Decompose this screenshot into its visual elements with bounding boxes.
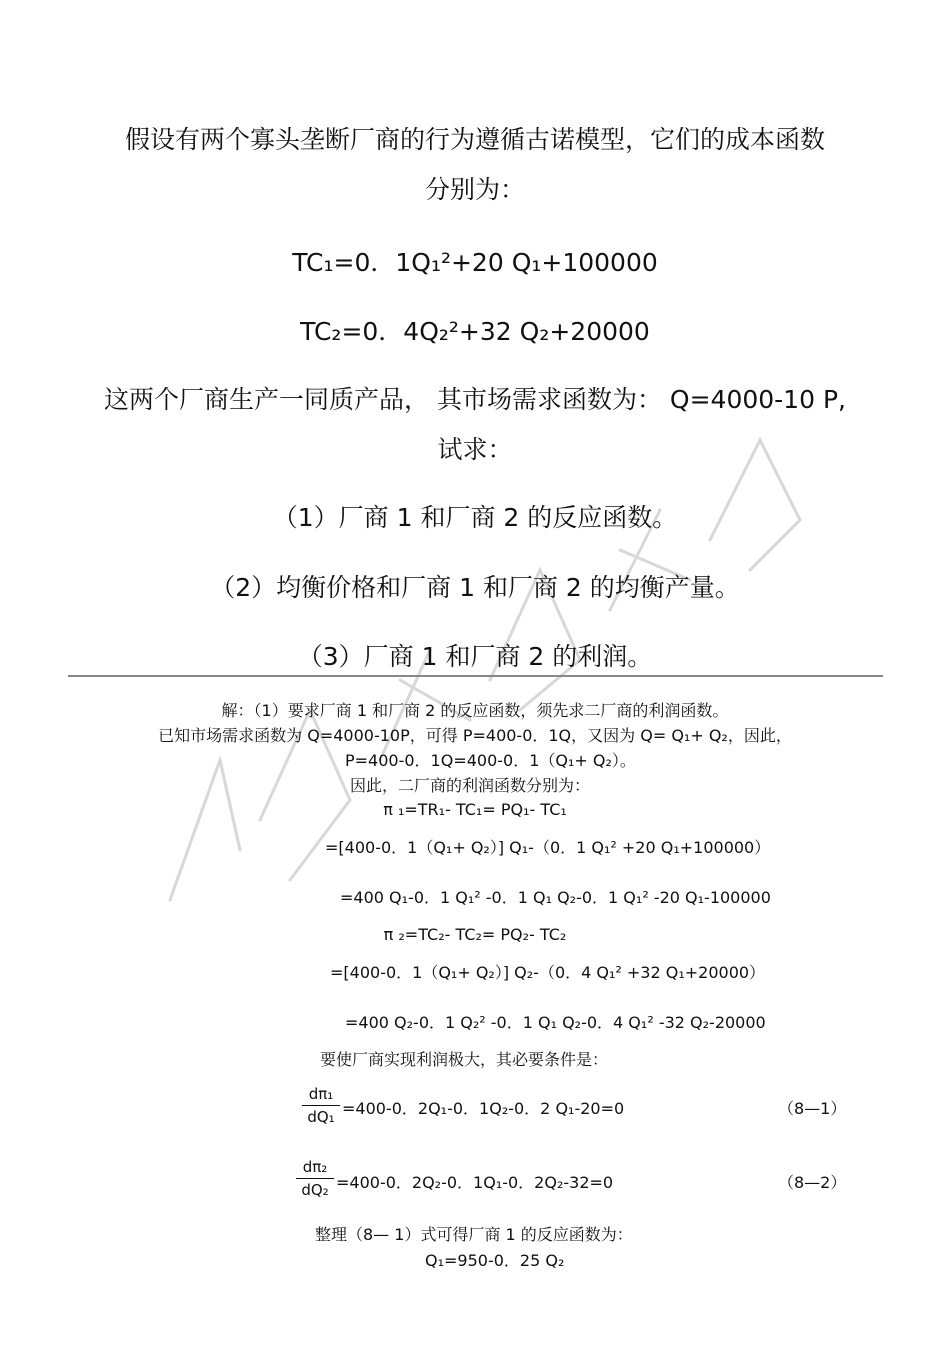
profit-1-def: π ₁=TR₁- TC₁= PQ₁- TC₁ — [383, 800, 567, 819]
solution-line-1: 解：（1）要求厂商 1 和厂商 2 的反应函数，须先求二厂商的利润函数。 — [221, 701, 729, 720]
derivative-2-equation: =400-0．2Q₂-0．1Q₁-0．2Q₂-32=0 — [336, 1173, 614, 1192]
question-1: （1）厂商 1 和厂商 2 的反应函数。 — [272, 503, 678, 532]
condition-line: 要使厂商实现利润极大，其必要条件是： — [320, 1050, 609, 1069]
derivative-2-numerator: dπ₂ — [302, 1158, 328, 1176]
demand-line-1: 这两个厂商生产一同质产品， 其市场需求函数为： Q=4000-10 P, — [104, 385, 846, 414]
question-2: （2）均衡价格和厂商 1 和厂商 2 的均衡产量。 — [210, 573, 740, 602]
reaction-intro: 整理（8— 1）式可得厂商 1 的反应函数为： — [315, 1225, 633, 1244]
solution-line-3: P=400-0．1Q=400-0．1（Q₁+ Q₂）。 — [345, 751, 636, 770]
question-3: （3）厂商 1 和厂商 2 的利润。 — [297, 642, 653, 671]
solution-line-4: 因此，二厂商的利润函数分别为： — [350, 776, 591, 795]
demand-line-2: 试求： — [437, 435, 513, 464]
intro-line-2: 分别为： — [424, 175, 525, 204]
derivative-1-fraction — [302, 1085, 340, 1126]
cost-function-2: TC₂=0．4Q₂²+32 Q₂+20000 — [300, 317, 650, 346]
reaction-function-1: Q₁=950-0．25 Q₂ — [425, 1251, 565, 1270]
derivative-1-numerator: dπ₁ — [308, 1085, 334, 1103]
derivative-2-denominator: dQ₂ — [301, 1181, 329, 1199]
intro-line-1: 假设有两个寡头垄断厂商的行为遵循古诺模型，它们的成本函数 — [124, 125, 825, 154]
profit-2-def: π ₂=TC₂- TC₂= PQ₂- TC₂ — [383, 925, 567, 944]
derivative-2-fraction — [296, 1158, 334, 1199]
equation-number-1: （8—1） — [778, 1099, 847, 1118]
profit-1-result: =400 Q₁-0．1 Q₁² -0．1 Q₁ Q₂-0．1 Q₁² -20 Q₁-100000 — [340, 888, 771, 907]
derivative-1-equation: =400-0．2Q₁-0．1Q₂-0．2 Q₁-20=0 — [342, 1099, 625, 1118]
profit-1-expand: =[400-0．1（Q₁+ Q₂）] Q₁-（0．1 Q₁² +20 Q₁+100000） — [325, 838, 771, 857]
cost-function-1: TC₁=0．1Q₁²+20 Q₁+100000 — [292, 248, 658, 277]
divider — [68, 675, 883, 677]
equation-number-2: （8—2） — [778, 1173, 847, 1192]
derivative-1-denominator: dQ₁ — [307, 1108, 335, 1126]
solution-line-2: 已知市场需求函数为 Q=4000-10P，可得 P=400-0．1Q，又因为 Q= Q₁+ Q₂，因此， — [158, 726, 792, 745]
profit-2-expand: =[400-0．1（Q₁+ Q₂）] Q₂-（0．4 Q₁² +32 Q₁+20000） — [330, 963, 766, 982]
profit-2-result: =400 Q₂-0．1 Q₂² -0．1 Q₁ Q₂-0．4 Q₁² -32 Q₂-20000 — [345, 1013, 766, 1032]
